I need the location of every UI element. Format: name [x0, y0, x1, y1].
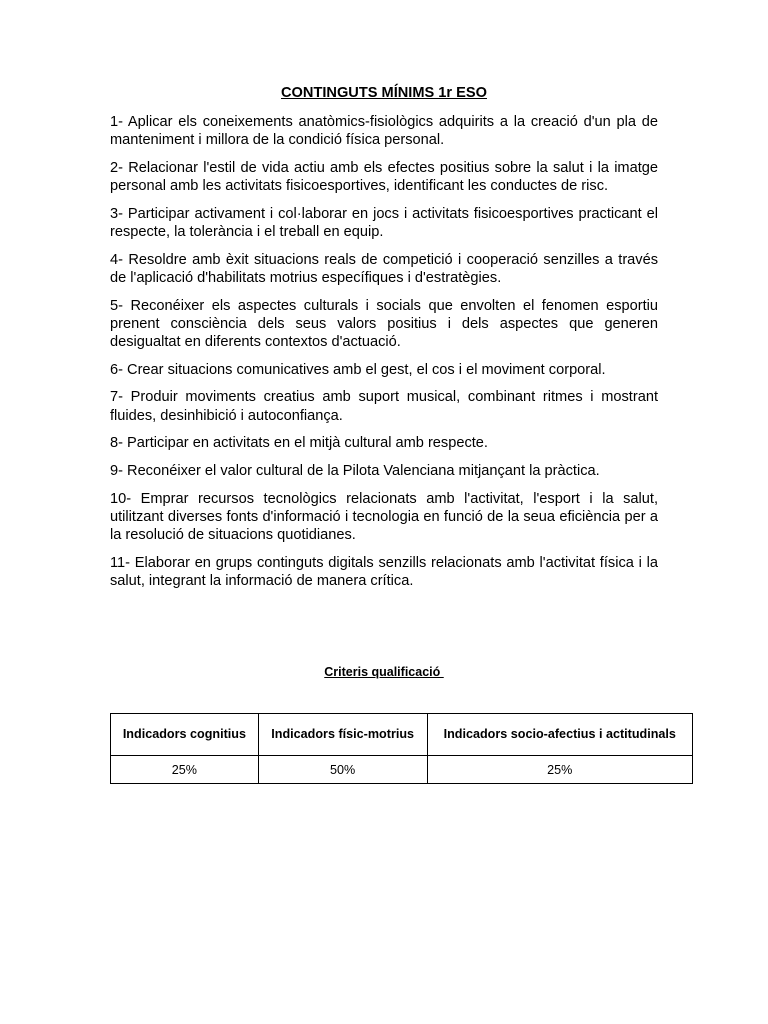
value-socio-affective: 25%	[427, 756, 692, 784]
content-item-4: 4- Resoldre amb èxit situacions reals de competició i cooperació senzilles a través de l'aplicació d'habilitats motrius específiques i d'estratègies.	[110, 251, 658, 286]
content-item-6: 6- Crear situacions comunicatives amb el gest, el cos i el moviment corporal.	[110, 361, 606, 378]
content-item-9: 9- Reconéixer el valor cultural de la Pilota Valenciana mitjançant la pràctica.	[110, 463, 600, 480]
header-physical-motor: Indicadors físic-motrius	[258, 714, 427, 756]
criteria-table	[110, 713, 693, 784]
content-item-1: 1- Aplicar els coneixements anatòmics-fisiològics adquirits a la creació d'un pla de manteniment i millora de la condició física personal.	[110, 114, 658, 149]
content-item-3: 3- Participar activament i col·laborar en jocs i activitats fisicoesportives practicant el respecte, la tolerància i el treball en equip.	[110, 205, 658, 241]
content-item-11: 11- Elaborar en grups continguts digitals senzills relacionats amb l'activitat física i la salut, integrant la informació de manera crítica.	[110, 554, 658, 590]
header-cognitive: Indicadors cognitius	[111, 714, 259, 756]
table-row	[111, 756, 693, 784]
content-item-2: 2- Relacionar l'estil de vida actiu amb els efectes positius sobre la salut i la imatge personal amb les activitats fisicoesportives, identificant les conductes de risc.	[110, 159, 658, 195]
criteria-title: Criteris qualificació	[324, 665, 444, 679]
value-cognitive: 25%	[111, 756, 259, 784]
value-physical-motor: 50%	[258, 756, 427, 784]
document-body	[110, 84, 658, 600]
table-header-row	[111, 714, 693, 756]
content-item-5: 5- Reconéixer els aspectes culturals i socials que envolten el fenomen esportiu prenent consciència dels seus valors positius i dels aspectes que generen desigualtat en diferents contextos d'actuació.	[110, 297, 658, 351]
content-item-8: 8- Participar en activitats en el mitjà cultural amb respecte.	[110, 435, 488, 452]
content-item-10: 10- Emprar recursos tecnològics relacionats amb l'activitat, l'esport i la salut, utilitzant diverses fonts d'informació i tecnologia en funció de la seua eficiència per a la resolució de situacions quotidianes.	[110, 490, 658, 544]
document-title: CONTINGUTS MÍNIMS 1r ESO	[281, 85, 487, 101]
header-socio-affective: Indicadors socio-afectius i actitudinals	[427, 714, 692, 756]
content-item-7: 7- Produir moviments creatius amb suport musical, combinant ritmes i mostrant fluides, desinhibició i autoconfiança.	[110, 389, 658, 424]
